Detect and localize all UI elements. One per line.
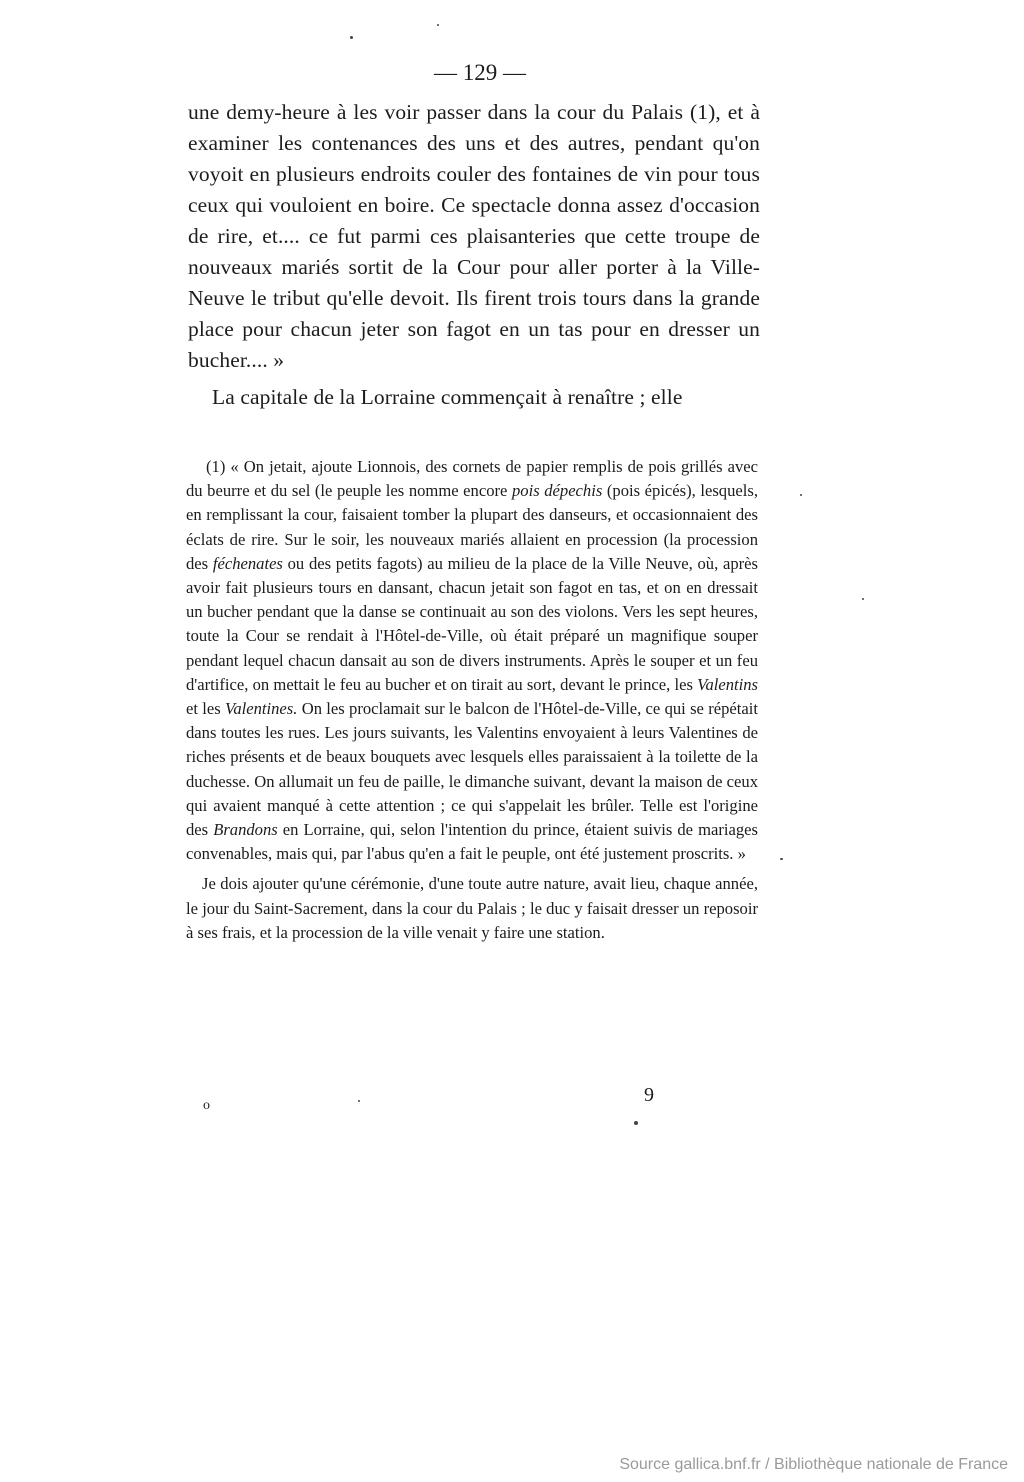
- footnote-paragraph: [186, 455, 758, 866]
- footnote-italic: Valentines.: [225, 699, 298, 719]
- ink-speck: [437, 24, 439, 26]
- ink-speck: [350, 36, 353, 39]
- footnote-text: et les: [186, 699, 226, 719]
- main-paragraph: une demy-heure à les voir passer dans la cour du Palais (1), et à examiner les contenances des uns et des autres, pendant qu'on voyoit en plusieurs endroits couler des fontaines de vin pour tous ceux qui vouloient en boire. Ce spectacle donna assez d'occasion de rire, et.... ce fut parmi ces plaisanteries que cette troupe de nouveaux mariés sortit de la Cour pour aller porter à la Ville-Neuve le tribut qu'elle devoit. Ils firent trois tours dans la grande place pour chacun jeter son fagot en un tas pour en dresser un bucher.... »: [188, 100, 760, 372]
- page-number: — 129 —: [434, 60, 526, 85]
- ink-speck: [780, 858, 783, 860]
- footnote-text: (1) « On jetait, ajoute Lionnois, des cornets de papier remplis de pois grillés avec du beurre et du sel (le peuple les nomme encore: [186, 457, 758, 501]
- footnote-text: en Lorraine, qui, selon l'intention du prince, étaient suivis de mariages convenables, mais qui, par l'abus qu'en a fait le peuple, ont été justement proscrits. »: [186, 820, 758, 864]
- ink-speck: [800, 494, 802, 496]
- source-watermark: Source gallica.bnf.fr / Bibliothèque nationale de France: [619, 1456, 1008, 1473]
- signature-mark: o: [203, 1098, 210, 1113]
- footnote-italic: Valentins: [697, 674, 758, 694]
- footnote-text: ou des petits fagots) au milieu de la place de la Ville Neuve, où, après avoir fait plusieurs tours en dansant, chacun jetait son fagot en tas, et on en dressait un bucher pendant que la danse se continuait au son des violons. Vers les sept heures, toute la Cour se rendait à l'Hôtel-de-Ville, où était préparé un magnifique souper pendant lequel chacun dansait au son de divers instruments. Après le souper et un feu d'artifice, on mettait le feu au bucher et on tirait au sort, devant le prince, les: [186, 553, 758, 694]
- footnote-text: On les proclamait sur le balcon de l'Hôtel-de-Ville, ce qui se répétait dans toutes les rues. Les jours suivants, les Valentins envoyaient à leurs Valentines de riches présents et de beaux bouquets avec lesquels elles paraissaient à la toilette de la duchesse. On allumait un feu de paille, le dimanche suivant, devant la maison de ceux qui avaient manqué à cette attention ; ce qui s'appelait les brûler. Telle est l'origine des: [186, 699, 758, 840]
- ink-speck: [358, 1100, 360, 1102]
- footnote-paragraph: Je dois ajouter qu'une cérémonie, d'une toute autre nature, avait lieu, chaque année, le jour du Saint-Sacrement, dans la cour du Palais ; le duc y faisait dresser un reposoir à ses frais, et la procession de la ville venait y faire une station.: [186, 874, 758, 942]
- footnote-italic: pois dépechis: [511, 481, 603, 501]
- footnote: [186, 455, 758, 945]
- footnote-italic: Brandons: [213, 820, 278, 840]
- ink-speck: [634, 1121, 638, 1125]
- footnote-text: (pois épicés), lesquels, en remplissant la cour, faisaient tomber la plupart des danseurs, et occasionnaient des éclats de rire. Sur le soir, les nouveaux mariés allaient en procession (la procession des: [186, 481, 758, 573]
- signature-number: 9: [644, 1084, 654, 1106]
- footnote-italic: féchenates: [212, 553, 283, 573]
- ink-speck: [862, 598, 864, 600]
- main-text: [188, 97, 760, 413]
- main-paragraph: La capitale de la Lorraine commençait à renaître ; elle: [212, 385, 683, 409]
